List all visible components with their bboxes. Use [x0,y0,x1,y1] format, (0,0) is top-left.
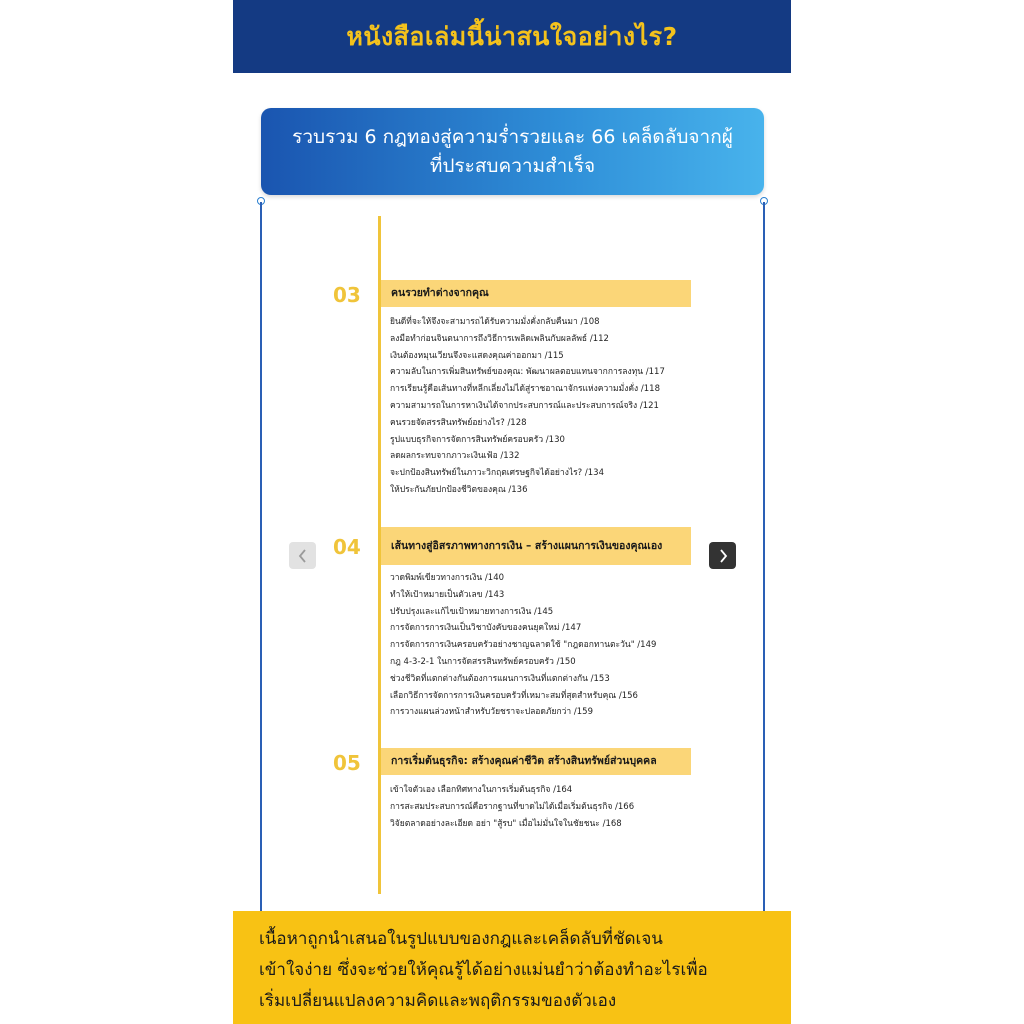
page-title: หนังสือเล่มนี้น่าสนใจอย่างไร? [346,21,678,51]
footer-text-line: เริ่มเปลี่ยนแปลงความคิดและพฤติกรรมของตัวเอง [259,991,617,1011]
list-item: ความสามารถในการหาเงินได้จากประสบการณ์และประสบการณ์จริง /121 [390,400,659,411]
section-heading: การเริ่มต้นธุรกิจ: สร้างคุณค่าชีวิต สร้างสินทรัพย์ส่วนบุคคล [381,748,691,775]
right-border-line [763,202,765,914]
section-item-list [390,782,710,832]
footer-text-line: เข้าใจง่าย ซึ่งจะช่วยให้คุณรู้ได้อย่างแม่นยำว่าต้องทำอะไรเพื่อ [259,960,708,980]
list-item: เงินต้องหมุนเวียนจึงจะแสดงคุณค่าออกมา /115 [390,350,564,361]
next-button[interactable] [709,542,736,569]
summary-banner [261,108,764,195]
header-bar [233,0,791,73]
section-heading: คนรวยทำต่างจากคุณ [381,280,691,307]
chevron-right-icon [717,548,729,564]
section-number: 03 [333,283,361,307]
list-item: การจัดการการเงินครอบครัวอย่างชาญฉลาดใช้ "กฎดอกทานตะวัน" /149 [390,640,657,651]
section-number: 05 [333,751,361,775]
chevron-left-icon [297,548,309,564]
footer-banner [233,911,791,1024]
list-item: การวางแผนล่วงหน้าสำหรับวัยชราจะปลอดภัยกว่า /159 [390,707,593,718]
list-item: เลือกวิธีการจัดการการเงินครอบครัวที่เหมาะสมที่สุดสำหรับคุณ /156 [390,690,638,701]
left-border-line [260,202,262,914]
list-item: ช่วงชีวิตที่แตกต่างกันต้องการแผนการเงินที่แตกต่างกัน /153 [390,673,610,684]
footer-text-line: เนื้อหาถูกนำเสนอในรูปแบบของกฎและเคล็ดลับที่ชัดเจน [259,929,663,949]
list-item: วาดพิมพ์เขียวทางการเงิน /140 [390,573,505,583]
list-item: ลงมือทำก่อนจินตนาการถึงวิธีการเพลิดเพลินกับผลลัพธ์ /112 [390,333,609,344]
list-item: การเรียนรู้คือเส้นทางที่หลีกเลี่ยงไม่ได้สู่ราชอาณาจักรแห่งความมั่งคั่ง /118 [390,384,660,395]
banner-title: รวบรวม 6 กฎทองสู่ความร่ำรวยและ 66 เคล็ดลับจากผู้ที่ประสบความสำเร็จ [292,125,733,177]
list-item: ปรับปรุงและแก้ไขเป้าหมายทางการเงิน /145 [390,606,554,617]
list-item: กฎ 4-3-2-1 ในการจัดสรรสินทรัพย์ครอบครัว /150 [390,656,576,667]
section-number: 04 [333,535,361,559]
book-info-card [233,0,791,1024]
section-item-list [390,314,710,499]
list-item: การจัดการการเงินเป็นวิชาบังคับของคนยุคใหม่ /147 [390,623,582,634]
list-item: ลดผลกระทบจากภาวะเงินเฟ้อ /132 [390,451,520,462]
list-item: จะปกป้องสินทรัพย์ในภาวะวิกฤตเศรษฐกิจได้อย่างไร? /134 [390,468,604,479]
section-heading: เส้นทางสู่อิสรภาพทางการเงิน – สร้างแผนการเงินของคุณเอง [381,527,691,565]
list-item: วิจัยตลาดอย่างละเอียด อย่า "สู้รบ" เมื่อไม่มั่นใจในชัยชนะ /168 [390,818,622,829]
list-item: ทำให้เป้าหมายเป็นตัวเลข /143 [390,589,505,600]
previous-button[interactable] [289,542,316,569]
list-item: ความลับในการเพิ่มสินทรัพย์ของคุณ: พัฒนาผลตอบแทนจากการลงทุน /117 [390,367,665,378]
list-item: ให้ประกันภัยปกป้องชีวิตของคุณ /136 [390,484,528,495]
section-item-list [390,570,710,721]
list-item: คนรวยจัดสรรสินทรัพย์อย่างไร? /128 [390,417,527,428]
list-item: รูปแบบธุรกิจการจัดการสินทรัพย์ครอบครัว /130 [390,434,565,445]
list-item: ยินดีที่จะให้จึงจะสามารถได้รับความมั่งคั่งกลับคืนมา /108 [390,317,600,327]
list-item: เข้าใจตัวเอง เลือกทิศทางในการเริ่มต้นธุรกิจ /164 [390,785,573,795]
list-item: การสะสมประสบการณ์คือรากฐานที่ขาดไม่ได้เมื่อเริ่มต้นธุรกิจ /166 [390,801,635,812]
